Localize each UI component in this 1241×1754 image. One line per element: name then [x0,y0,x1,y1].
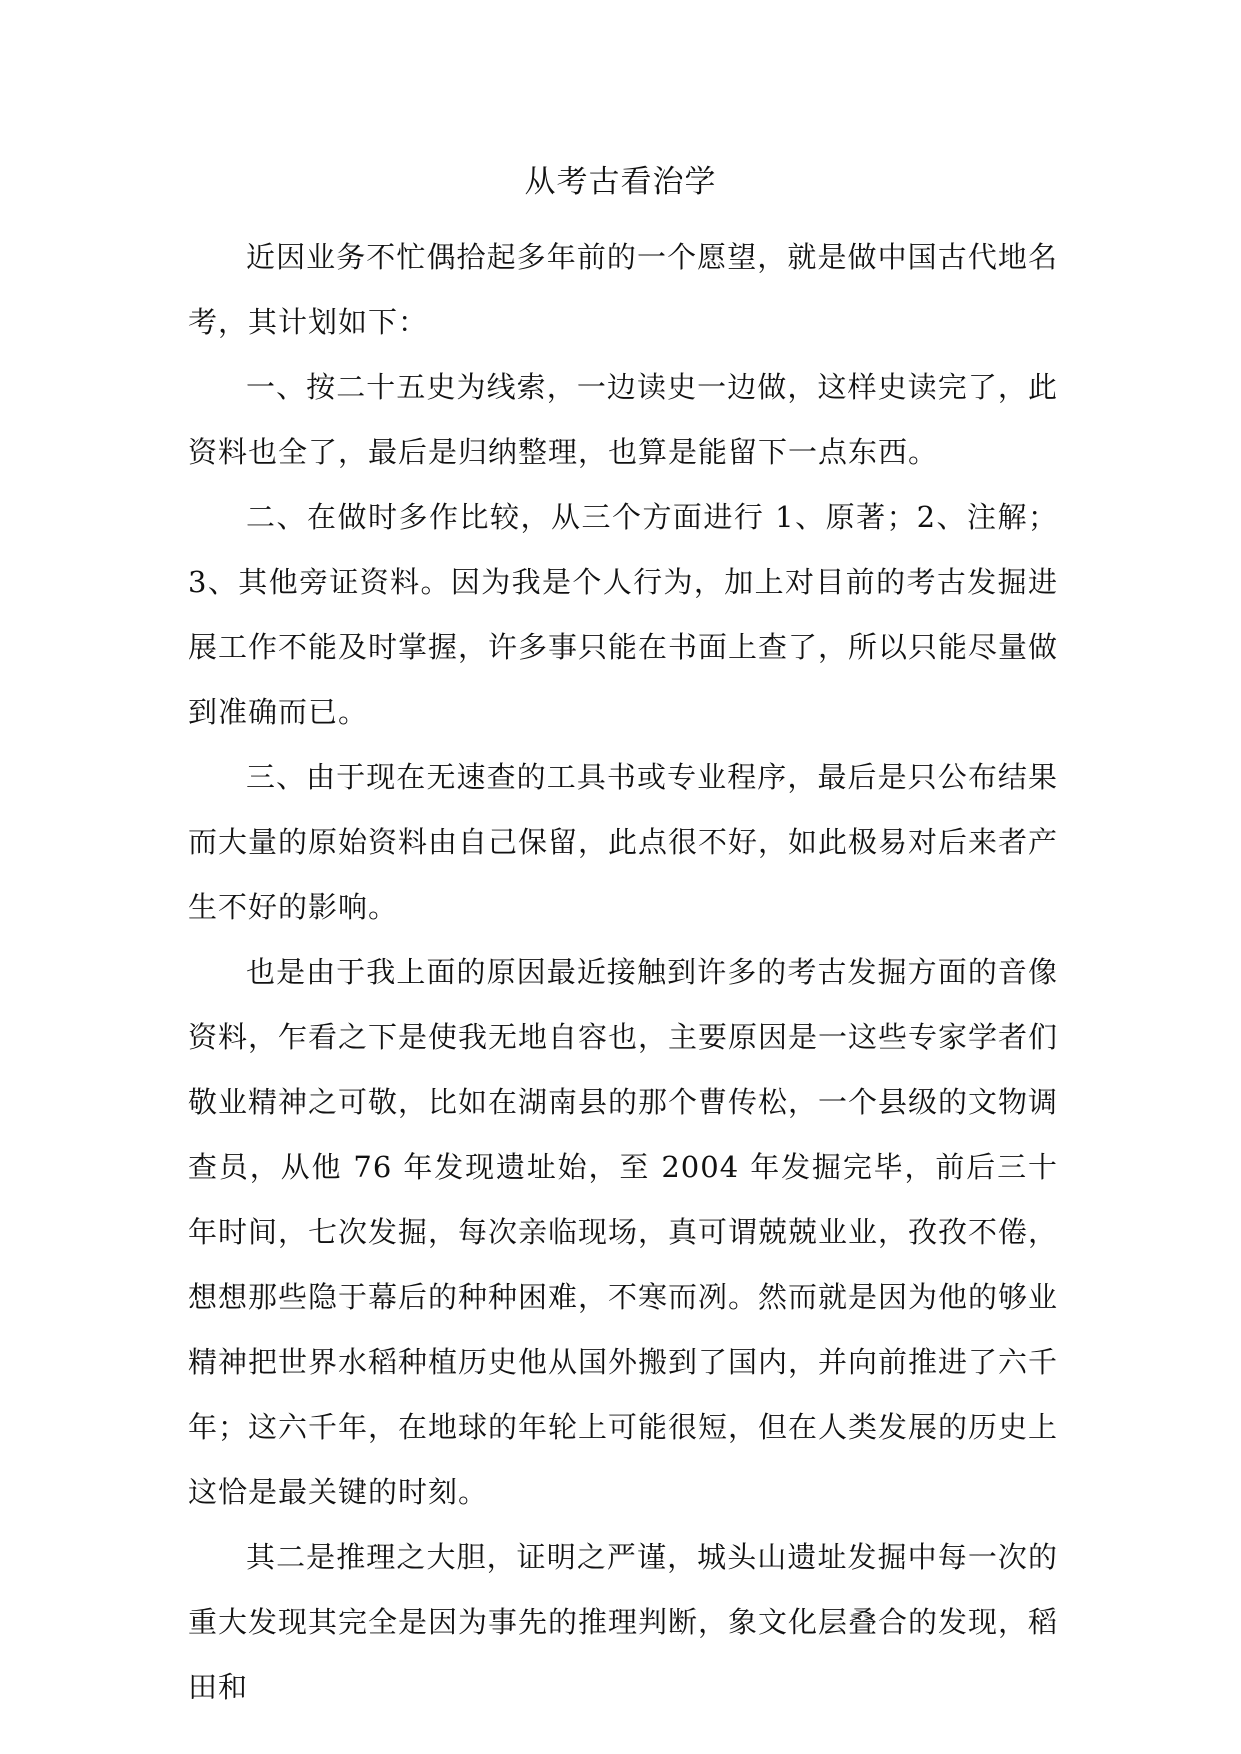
paragraph-plan-2: 二、在做时多作比较，从三个方面进行 1、原著；2、注解；3、其他旁证资料。因为我是个人行为，加上对目前的考古发掘进展工作不能及时掌握，许多事只能在书面上查了，所以只能尽量做到准确而已。 [188,500,1059,729]
paragraph-plan-3: 三、由于现在无速查的工具书或专业程序，最后是只公布结果而大量的原始资料由自己保留，此点很不好，如此极易对后来者产生不好的影响。 [188,760,1059,924]
paragraph-plan-1: 一、按二十五史为线索，一边读史一边做，这样史读完了，此资料也全了，最后是归纳整理，也算是能留下一点东西。 [188,370,1058,469]
paragraph-intro: 近因业务不忙偶拾起多年前的一个愿望，就是做中国古代地名考，其计划如下： [188,240,1058,339]
paragraph-reasoning: 其二是推理之大胆，证明之严谨，城头山遗址发掘中每一次的重大发现其完全是因为事先的推理判断，象文化层叠合的发现，稻田和 [188,1540,1059,1704]
document-title: 从考古看治学 [524,164,717,200]
paragraph-archaeology: 也是由于我上面的原因最近接触到许多的考古发掘方面的音像资料，乍看之下是使我无地自容也，主要原因是一这些专家学者们敬业精神之可敬，比如在湖南县的那个曹传松，一个县级的文物调查员，从他 76 年发现遗址始，至 2004 年发掘完毕，前后三十年时间，七次发掘，每次亲临现场，真可谓兢兢业业，孜孜不倦，想想那些隐于幕后的种种困难，不寒而冽。然而就是因为他的够业精神把世界水稻种植历史他从国外搬到了国内，并向前推进了六千年；这六千年，在地球的年轮上可能很短，但在人类发展的历史上这恰是最关键的时刻。 [188,955,1059,1509]
document-body [188,225,1058,1720]
